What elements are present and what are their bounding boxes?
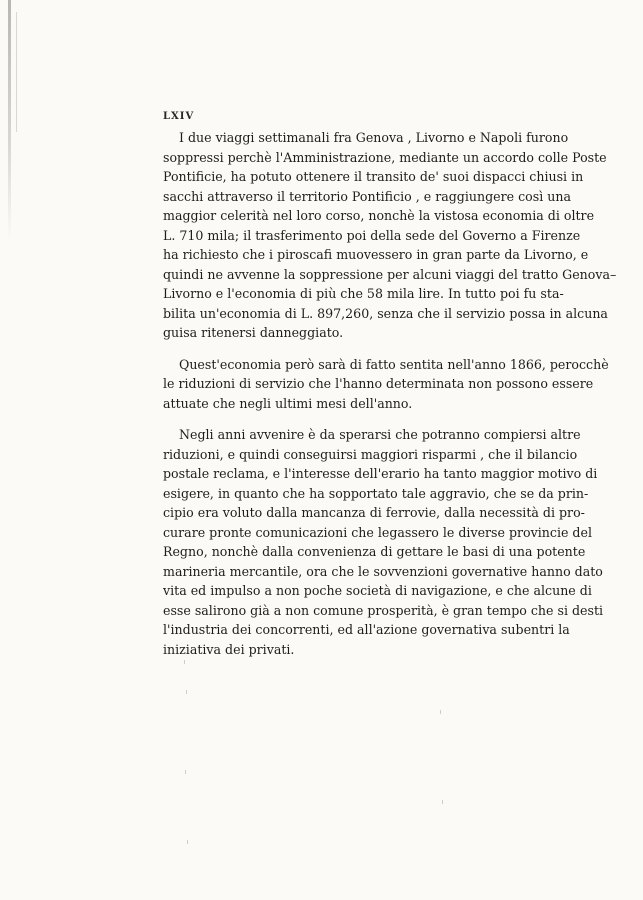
scan-edge-mark [16, 12, 17, 132]
text-line: I due viaggi settimanali fra Genova , Livorno e Napoli furono [179, 130, 569, 145]
text-line: Regno, nonchè dalla convenienza di gettare le basi di una potente [163, 544, 586, 559]
text-line: guisa ritenersi danneggiato. [163, 325, 344, 340]
scan-speck [440, 710, 441, 714]
text-line: soppressi perchè l'Amministrazione, mediante un accordo colle Poste [163, 149, 607, 165]
paragraph-1 [163, 128, 617, 343]
paragraph-2 [163, 355, 609, 414]
scan-speck [187, 840, 188, 844]
text-line: curare pronte comunicazioni che legassero le diverse provincie del [163, 524, 592, 540]
text-line: L. 710 mila; il trasferimento poi della sede del Governo a Firenze [163, 227, 581, 243]
text-line: esigere, in quanto che ha sopportato tale aggravio, che se da prin- [163, 485, 589, 501]
scan-speck [185, 770, 186, 774]
text-line: postale reclama, e l'interesse dell'erario ha tanto maggior motivo di [163, 466, 598, 481]
text-line: Pontificie, ha potuto ottenere il transito de' suoi dispacci chiusi in [163, 169, 584, 184]
text-line: esse salirono già a non comune prosperità, è gran tempo che si desti [163, 602, 604, 618]
text-line: attuate che negli ultimi mesi dell'anno. [163, 395, 413, 411]
scan-bleed-marks [180, 650, 480, 880]
text-line: cipio era voluto dalla mancanza di ferrovie, dalla necessità di pro- [163, 505, 585, 520]
text-line: marineria mercantile, ora che le sovvenzioni governative hanno dato [163, 563, 603, 579]
text-line: Quest'economia però sarà di fatto sentita nell'anno 1866, perocchè [179, 356, 609, 372]
text-line: Livorno e l'economia di più che 58 mila lire. In tutto poi fu sta- [163, 286, 564, 301]
text-line: bilita un'economia di L. 897,260, senza che il servizio possa in alcuna [163, 305, 608, 321]
paragraph-3 [163, 425, 604, 659]
text-line: vita ed impulso a non poche società di navigazione, e che alcune di [163, 583, 592, 598]
text-line: iniziativa dei privati. [163, 641, 295, 657]
scan-speck [186, 690, 187, 694]
page-number: LXIV [163, 111, 195, 122]
text-line: ha richiesto che i piroscafi muovessero in gran parte da Livorno, e [163, 247, 589, 262]
text-line: quindi ne avvenne la soppressione per alcuni viaggi del tratto Genova– [163, 266, 617, 282]
text-line: sacchi attraverso il territorio Pontificio , e raggiungere così una [163, 188, 571, 204]
text-line: le riduzioni di servizio che l'hanno determinata non possono essere [163, 376, 594, 391]
body-text [163, 128, 617, 671]
text-line: Negli anni avvenire è da sperarsi che potranno compiersi altre [179, 427, 581, 442]
scan-speck [184, 660, 185, 664]
scan-edge-mark [8, 0, 11, 240]
text-line: riduzioni, e quindi conseguirsi maggiori risparmi , che il bilancio [163, 446, 578, 462]
scan-speck [442, 800, 443, 804]
text-line: maggior celerità nel loro corso, nonchè la vistosa economia di oltre [163, 208, 595, 223]
text-line: l'industria dei concorrenti, ed all'azione governativa subentri la [163, 622, 570, 637]
